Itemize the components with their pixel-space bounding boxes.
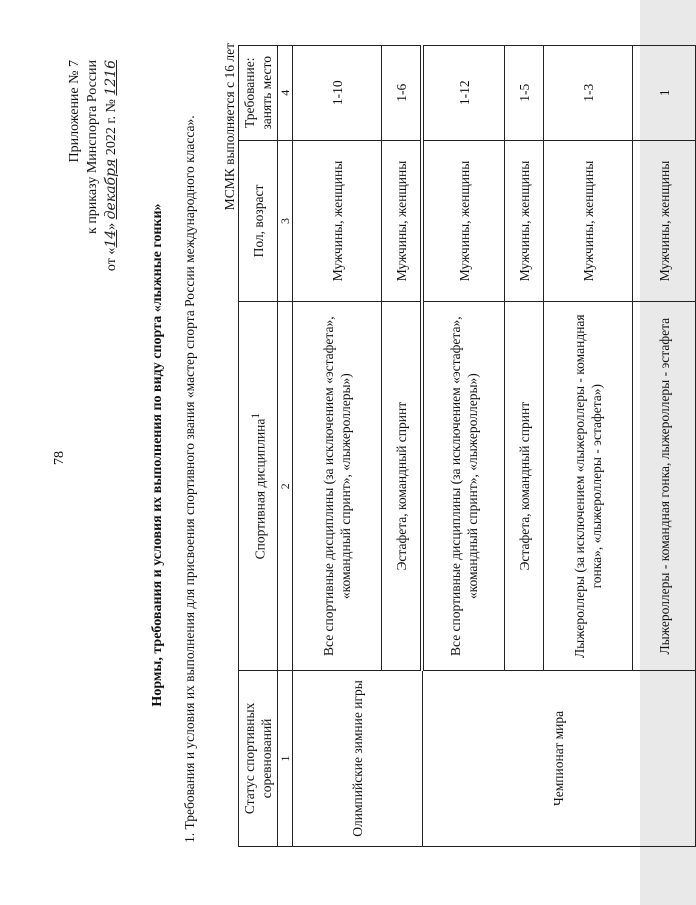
status-cell: Чемпионат мира <box>422 670 696 846</box>
table-row <box>293 46 382 847</box>
discipline-cell: Все спортивные дисциплины (за исключением «эстафета», «командный спринт», «лыжероллеры») <box>422 302 505 670</box>
col-number: 4 <box>278 46 293 141</box>
appendix-line-2: к приказу Минспорта России <box>85 60 100 234</box>
header-gender-age: Пол, возраст <box>239 140 278 302</box>
appendix-line-3 <box>102 60 121 320</box>
gender-cell: Мужчины, женщины <box>505 140 544 302</box>
gender-cell: Мужчины, женщины <box>544 140 633 302</box>
requirements-table <box>238 45 696 847</box>
header-discipline-label: Спортивная дисциплина <box>252 418 268 560</box>
discipline-cell: Лыжероллеры - командная гонка, лыжероллеры - эстафета <box>633 302 696 670</box>
discipline-cell: Лыжероллеры (за исключением «лыжероллеры - командная гонка», «лыжероллеры - эстафета») <box>544 302 633 670</box>
discipline-cell: Все спортивные дисциплины (за исключением «эстафета», «командный спринт», «лыжероллеры») <box>293 302 382 670</box>
appendix-block <box>66 60 121 320</box>
gender-cell: Мужчины, женщины <box>422 140 505 302</box>
date-year: 2022 г. № <box>104 95 119 159</box>
msmk-note: МСМК выполняется с 16 лет <box>222 43 237 211</box>
gender-cell: Мужчины, женщины <box>382 140 423 302</box>
handwritten-month: декабря <box>103 158 119 220</box>
col-number: 2 <box>278 302 293 670</box>
status-cell: Олимпийские зимние игры <box>293 670 423 846</box>
handwritten-order-number: 1216 <box>103 60 119 96</box>
table-header-row <box>239 46 278 847</box>
footnote-mark: 1 <box>249 412 262 419</box>
discipline-cell: Эстафета, командный спринт <box>382 302 423 670</box>
handwritten-day: 14 <box>103 229 119 248</box>
place-cell: 1-3 <box>544 46 633 141</box>
place-cell: 1-5 <box>505 46 544 141</box>
header-place: Требование: занять место <box>239 46 278 141</box>
intro-paragraph: 1. Требования и условия их выполнения для присвоения спортивного звания «мастер спорта России международного класса». <box>182 115 197 843</box>
discipline-cell: Эстафета, командный спринт <box>505 302 544 670</box>
date-mid: » <box>104 219 119 230</box>
gender-cell: Мужчины, женщины <box>633 140 696 302</box>
appendix-line-1: Приложение № 7 <box>67 60 82 163</box>
header-status: Статус спортивных соревнований <box>239 670 278 846</box>
place-cell: 1-6 <box>382 46 423 141</box>
page-number: 78 <box>52 451 67 465</box>
place-cell: 1 <box>633 46 696 141</box>
col-number: 1 <box>278 670 293 846</box>
date-prefix: от « <box>104 247 119 272</box>
column-number-row <box>278 46 293 847</box>
document-title: Нормы, требования и условия их выполнения по виду спорта «лыжные гонки» <box>150 203 165 707</box>
header-discipline <box>239 302 278 670</box>
place-cell: 1-10 <box>293 46 382 141</box>
col-number: 3 <box>278 140 293 302</box>
gender-cell: Мужчины, женщины <box>293 140 382 302</box>
table-row <box>422 46 505 847</box>
place-cell: 1-12 <box>422 46 505 141</box>
